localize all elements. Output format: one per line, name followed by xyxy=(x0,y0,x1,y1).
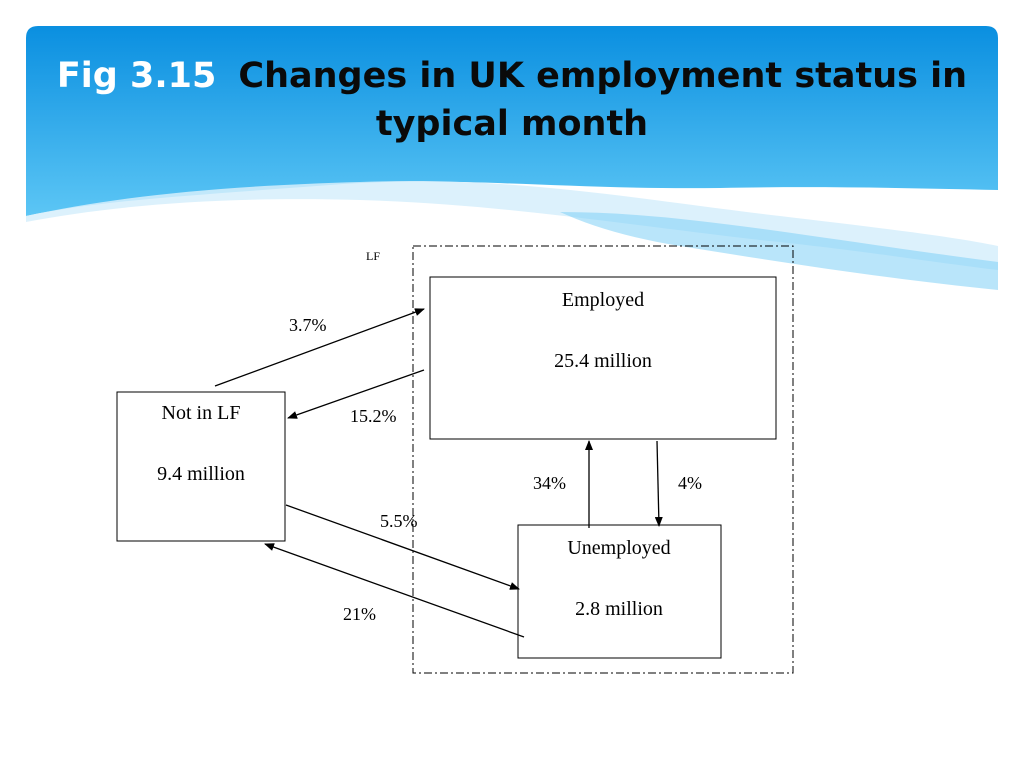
employed-value: 25.4 million xyxy=(554,350,652,372)
employed-node xyxy=(430,277,776,439)
unemployed-node xyxy=(518,525,721,658)
labour-force-label: LF xyxy=(366,249,381,263)
arrow-unemployed-to-not-in-lf xyxy=(265,544,524,637)
flow-label-not-in-lf-to-employed: 3.7% xyxy=(289,315,327,335)
arrow-employed-to-unemployed xyxy=(657,441,659,526)
figure-number: Fig 3.15 xyxy=(56,56,217,96)
unemployed-value: 2.8 million xyxy=(575,598,663,620)
flow-label-unemployed-to-not-in-lf: 21% xyxy=(343,604,376,624)
not-in-lf-value: 9.4 million xyxy=(157,463,245,485)
flow-label-employed-to-not-in-lf: 15.2% xyxy=(350,406,397,426)
not-in-lf-label: Not in LF xyxy=(161,402,241,424)
flow-label-employed-to-unemployed: 4% xyxy=(678,473,702,493)
flow-label-unemployed-to-employed: 34% xyxy=(533,473,566,493)
not-in-lf-node xyxy=(117,392,285,541)
title-text: Changes in UK employment status in typical month xyxy=(238,56,968,144)
employed-label: Employed xyxy=(561,289,645,311)
unemployed-label: Unemployed xyxy=(567,537,671,559)
flow-label-not-in-lf-to-unemployed: 5.5% xyxy=(380,511,418,531)
